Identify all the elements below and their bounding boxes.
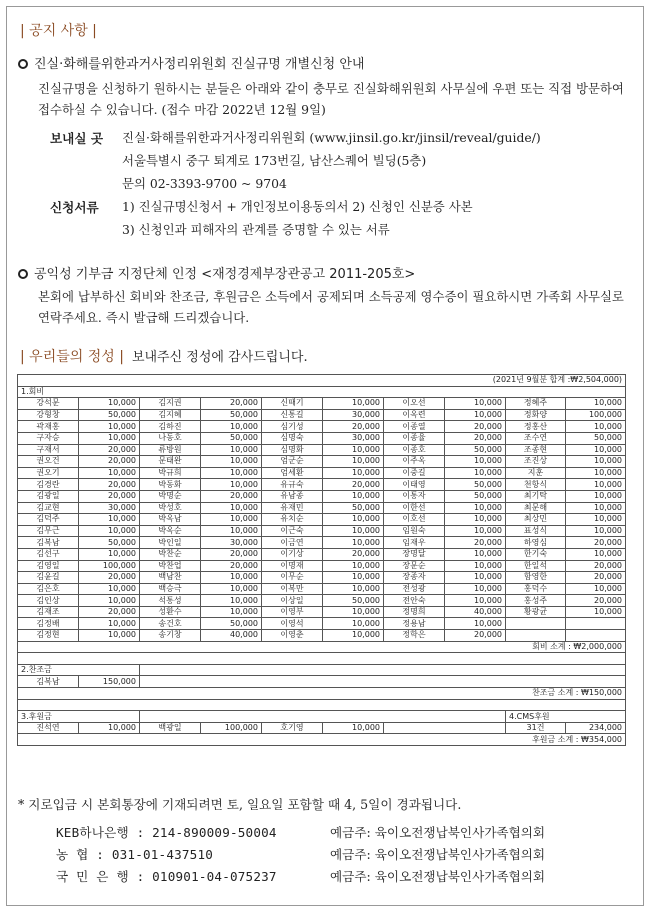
donor-name: 이영석: [262, 618, 323, 630]
donation-amount: 50,000: [445, 479, 506, 491]
donation-amount: 10,000: [323, 583, 384, 595]
donor-name: 정혜주: [506, 398, 566, 410]
donation-amount: 50,000: [201, 409, 262, 421]
section-label-row: [18, 386, 626, 398]
donor-name: 백승극: [140, 583, 201, 595]
donor-name: 엄세환: [262, 467, 323, 479]
sumrow: [18, 688, 626, 700]
empty-cell: [140, 711, 506, 723]
donation-amount: 20,000: [201, 490, 262, 502]
donation-amount: 10,000: [566, 583, 626, 595]
donor-name: 유남종: [262, 490, 323, 502]
donation-amount: 10,000: [566, 490, 626, 502]
donation-amount: 10,000: [566, 421, 626, 433]
donation-amount: 10,000: [201, 595, 262, 607]
donation-amount: 10,000: [566, 548, 626, 560]
donation-amount: 150,000: [79, 676, 140, 688]
donation-amount: 10,000: [323, 572, 384, 584]
donor-name: 백남찬: [140, 572, 201, 584]
donor-name: 강석문: [18, 398, 79, 410]
table-row: [18, 456, 626, 468]
table-row: [18, 467, 626, 479]
spacer-cell: [18, 699, 626, 711]
donation-amount: 20,000: [445, 421, 506, 433]
donation-amount: 10,000: [445, 502, 506, 514]
membership-subtotal: 회비 소계 : ₩2,000,000: [18, 641, 626, 653]
donation-amount: 10,000: [323, 630, 384, 642]
table-row: [18, 502, 626, 514]
donation-amount: 10,000: [323, 537, 384, 549]
cms-amount: 234,000: [566, 722, 626, 734]
donation-amount: 10,000: [201, 606, 262, 618]
donor-name: 조진상: [506, 456, 566, 468]
sponsorship-label: 2.찬조금: [18, 664, 140, 676]
donor-name: 권오건: [18, 456, 79, 468]
donor-name: 전성광: [384, 583, 445, 595]
donor-name: 홍덕수: [506, 583, 566, 595]
table-row: [18, 560, 626, 572]
donor-name: 박인일: [140, 537, 201, 549]
donations-subtitle: 보내주신 정성에 감사드립니다.: [131, 350, 308, 365]
donor-name: 이종호: [384, 444, 445, 456]
donation-amount: 100,000: [79, 560, 140, 572]
donation-amount: 10,000: [566, 606, 626, 618]
table-row: [18, 444, 626, 456]
donor-name: 이금연: [262, 537, 323, 549]
donor-name: 김영일: [18, 560, 79, 572]
donor-name: 김교현: [18, 502, 79, 514]
donor-name: 이근숙: [262, 525, 323, 537]
donor-name: 천항식: [506, 479, 566, 491]
donation-amount: 50,000: [201, 432, 262, 444]
donor-name: 이오선: [384, 398, 445, 410]
donation-amount: 10,000: [201, 572, 262, 584]
donor-name: 정홍산: [506, 421, 566, 433]
donation-amount: 10,000: [323, 560, 384, 572]
account-holder-1: 예금주: 육이오전쟁납북인사가족협의회: [330, 825, 546, 840]
donor-name: 나동호: [140, 432, 201, 444]
donor-name: 최기탁: [506, 490, 566, 502]
table-row: [18, 490, 626, 502]
donor-name: 심명숙: [262, 432, 323, 444]
donor-name: 김은호: [18, 583, 79, 595]
donor-name: 이영춘: [262, 630, 323, 642]
donor-name: 이통자: [384, 490, 445, 502]
donation-amount: 20,000: [79, 606, 140, 618]
spacer-row: [18, 653, 626, 665]
donor-name: 신때기: [262, 398, 323, 410]
donor-name: 박찬업: [140, 560, 201, 572]
section-label-row: [18, 664, 626, 676]
table-row: [18, 606, 626, 618]
table-row: [18, 630, 626, 642]
donor-name: 이기상: [262, 548, 323, 560]
donor-name: 정명희: [384, 606, 445, 618]
donor-name: 이태영: [384, 479, 445, 491]
donation-amount: 10,000: [445, 572, 506, 584]
donations-title-line: [20, 346, 308, 366]
donation-amount: 10,000: [79, 421, 140, 433]
total-note: (2021년 9월분 합계 :₩2,504,000): [18, 375, 626, 387]
donor-name: 유규숙: [262, 479, 323, 491]
spacer-cell: [18, 653, 626, 665]
donation-amount: 20,000: [79, 572, 140, 584]
donation-amount: 10,000: [445, 409, 506, 421]
truth-heading-text: 진실·화해를위한과거사정리위원회 진실규명 개별신청 안내: [34, 57, 365, 72]
table-row: [18, 537, 626, 549]
donation-amount: 10,000: [79, 595, 140, 607]
donor-name: 장문순: [384, 560, 445, 572]
donation-amount: 10,000: [566, 514, 626, 526]
donor-name: 김지혜: [140, 409, 201, 421]
donation-amount: 30,000: [201, 537, 262, 549]
empty-cell: [384, 722, 506, 734]
donation-amount: [566, 630, 626, 642]
donor-name: 류방원: [140, 444, 201, 456]
donation-amount: 10,000: [79, 618, 140, 630]
donation-amount: 10,000: [79, 583, 140, 595]
donor-name: 김정현: [18, 630, 79, 642]
donation-table: [17, 374, 625, 746]
donation-amount: 10,000: [566, 525, 626, 537]
donor-name: 김무근: [18, 525, 79, 537]
donation-amount: 10,000: [201, 583, 262, 595]
support-label: 3.후원금: [18, 711, 140, 723]
donation-amount: 50,000: [79, 409, 140, 421]
support-subtotal: 후원금 소계 : ₩354,000: [18, 734, 626, 746]
donor-name: 유재민: [262, 502, 323, 514]
table-row: [18, 525, 626, 537]
donor-name: 성환수: [140, 606, 201, 618]
donation-amount: 20,000: [79, 444, 140, 456]
donation-amount: 20,000: [201, 560, 262, 572]
empty-cell: [140, 664, 626, 676]
donor-name: 이한선: [384, 502, 445, 514]
send-line-3: 문의 02-3393-9700 ~ 9704: [122, 176, 287, 191]
donation-amount: 10,000: [323, 525, 384, 537]
donor-name: 이영부: [262, 606, 323, 618]
donor-name: 김선구: [18, 548, 79, 560]
donor-name: 곽재홍: [18, 421, 79, 433]
donation-amount: 10,000: [79, 467, 140, 479]
donation-amount: 10,000: [445, 583, 506, 595]
table-row: [18, 514, 626, 526]
donation-amount: 20,000: [566, 537, 626, 549]
donor-name: 정화양: [506, 409, 566, 421]
donor-name: 이호선: [384, 514, 445, 526]
donor-name: 김인상: [18, 595, 79, 607]
donation-amount: [566, 618, 626, 630]
donation-amount: 20,000: [323, 479, 384, 491]
donation-amount: 50,000: [201, 618, 262, 630]
donor-name: 이명재: [262, 560, 323, 572]
donor-name: 장명달: [384, 548, 445, 560]
donation-amount: 20,000: [445, 537, 506, 549]
donor-name: 이종열: [384, 421, 445, 433]
donor-name: 이복만: [262, 583, 323, 595]
donation-amount: 10,000: [323, 618, 384, 630]
donor-name: 유치순: [262, 514, 323, 526]
donation-amount: 20,000: [201, 548, 262, 560]
notice-title: | 공지 사항 |: [20, 23, 97, 39]
donation-amount: 20,000: [79, 456, 140, 468]
donation-amount: 20,000: [566, 560, 626, 572]
donor-name: 진석연: [18, 722, 79, 734]
donation-amount: 10,000: [445, 456, 506, 468]
donation-amount: 20,000: [323, 421, 384, 433]
donation-amount: 10,000: [323, 456, 384, 468]
donor-name: 박찬순: [140, 548, 201, 560]
table-row: [18, 398, 626, 410]
donor-name: 송건호: [140, 618, 201, 630]
donor-name: 이무순: [262, 572, 323, 584]
donation-amount: 10,000: [79, 398, 140, 410]
circle-bullet-icon: [18, 269, 28, 279]
cms-label: 4.CMS후원: [506, 711, 626, 723]
donor-name: 권오기: [18, 467, 79, 479]
donor-name: 이옥련: [384, 409, 445, 421]
send-label: 보내실 곳: [50, 131, 104, 146]
donation-amount: 50,000: [79, 537, 140, 549]
donor-name: 임원숙: [384, 525, 445, 537]
bank-account-1: KEB하나은행 : 214-890009-50004: [56, 825, 277, 840]
donor-name: 김복남: [18, 676, 79, 688]
bullet-heading-tax: [18, 263, 415, 282]
bank-account-2: 농 협 : 031-01-437510: [56, 847, 214, 862]
donor-name: 문태완: [140, 456, 201, 468]
send-line-1: 진실·화해를위한과거사정리위원회 (www.jinsil.go.kr/jinsil/reveal/guide/): [122, 130, 541, 145]
donor-name: 정학은: [384, 630, 445, 642]
truth-body: 진실규명을 신청하기 원하시는 분들은 아래와 같이 충무로 진실화해위원회 사무실에 우편 또는 직접 방문하여 접수하실 수 있습니다. (접수 마감 2022년 12월 9일): [38, 81, 624, 117]
donor-name: 심기성: [262, 421, 323, 433]
donation-amount: 10,000: [323, 490, 384, 502]
donor-name: 호기영: [262, 722, 323, 734]
donation-amount: 40,000: [201, 630, 262, 642]
empty-cell: [140, 676, 626, 688]
donation-amount: 10,000: [323, 606, 384, 618]
donation-amount: 30,000: [79, 502, 140, 514]
table-row: [18, 572, 626, 584]
donor-name: 박명순: [140, 490, 201, 502]
table-row: [18, 548, 626, 560]
donor-name: 김정배: [18, 618, 79, 630]
donation-amount: 20,000: [323, 548, 384, 560]
donation-amount: 20,000: [445, 630, 506, 642]
donation-amount: 10,000: [566, 456, 626, 468]
donation-amount: 10,000: [566, 479, 626, 491]
donor-name: 조수연: [506, 432, 566, 444]
donation-amount: 50,000: [323, 595, 384, 607]
donation-amount: 20,000: [566, 595, 626, 607]
donation-amount: 10,000: [79, 548, 140, 560]
donation-amount: 100,000: [201, 722, 262, 734]
donation-amount: 50,000: [566, 432, 626, 444]
donation-amount: 10,000: [323, 398, 384, 410]
donor-name: 이주옥: [384, 456, 445, 468]
donation-amount: 10,000: [445, 548, 506, 560]
donation-amount: 10,000: [323, 444, 384, 456]
donor-name: 장종자: [384, 572, 445, 584]
donor-name: 이상일: [262, 595, 323, 607]
docs-label: 신청서류: [50, 200, 99, 215]
table-row: [18, 432, 626, 444]
donation-amount: 20,000: [445, 432, 506, 444]
donation-amount: 50,000: [445, 490, 506, 502]
donor-name: 구재서: [18, 444, 79, 456]
donations-title: | 우리들의 정성 |: [20, 349, 124, 365]
donation-amount: 10,000: [566, 502, 626, 514]
donor-name: 정용남: [384, 618, 445, 630]
donor-name: 김덕주: [18, 514, 79, 526]
donation-amount: 20,000: [566, 572, 626, 584]
donor-name: 박규희: [140, 467, 201, 479]
spacer-row: [18, 699, 626, 711]
donor-name: [506, 630, 566, 642]
donor-name: 홍성주: [506, 595, 566, 607]
donor-name: 신통길: [262, 409, 323, 421]
donor-name: 김하진: [140, 421, 201, 433]
table-row: [18, 595, 626, 607]
account-holder-2: 예금주: 육이오전쟁납북인사가족협의회: [330, 847, 546, 862]
donor-name: 김복남: [18, 537, 79, 549]
donor-name: 이종율: [384, 432, 445, 444]
donor-name: 김경란: [18, 479, 79, 491]
donation-amount: 30,000: [323, 432, 384, 444]
donation-amount: 10,000: [201, 444, 262, 456]
donation-amount: 100,000: [566, 409, 626, 421]
donor-name: 구자승: [18, 432, 79, 444]
donor-name: 박동화: [140, 479, 201, 491]
donation-amount: 10,000: [445, 595, 506, 607]
donation-amount: 10,000: [445, 618, 506, 630]
donation-amount: 10,000: [566, 467, 626, 479]
donor-name: 박옥남: [140, 514, 201, 526]
donor-name: 김재조: [18, 606, 79, 618]
donation-amount: 50,000: [323, 502, 384, 514]
donation-amount: 10,000: [201, 525, 262, 537]
donor-name: 심명화: [262, 444, 323, 456]
donor-name: 함영한: [506, 572, 566, 584]
tax-heading-text: 공익성 기부금 지정단체 인정 <재정경제부장관공고 2011-205호>: [34, 267, 416, 282]
donor-name: 석통성: [140, 595, 201, 607]
section-label-row: [18, 711, 626, 723]
donor-name: 엄군순: [262, 456, 323, 468]
donation-amount: 10,000: [566, 444, 626, 456]
donor-name: 조종현: [506, 444, 566, 456]
donation-amount: 10,000: [445, 514, 506, 526]
donor-name: 표성식: [506, 525, 566, 537]
membership-label: 1.회비: [18, 386, 626, 398]
donor-name: 백광일: [140, 722, 201, 734]
donation-amount: 10,000: [323, 514, 384, 526]
donation-amount: 10,000: [201, 421, 262, 433]
donation-amount: 20,000: [79, 479, 140, 491]
table-row: [18, 421, 626, 433]
donor-name: 하영심: [506, 537, 566, 549]
donation-amount: 10,000: [201, 456, 262, 468]
donor-name: 한기숙: [506, 548, 566, 560]
table-row: [18, 479, 626, 491]
send-line-2: 서울특별시 중구 퇴계로 173번길, 남산스퀘어 빌딩(5층): [122, 153, 427, 168]
cms-count: 31건: [506, 722, 566, 734]
donor-name: 송기창: [140, 630, 201, 642]
donation-amount: 10,000: [445, 398, 506, 410]
bank-account-3: 국 민 은 행 : 010901-04-075237: [56, 869, 277, 884]
donation-amount: 10,000: [566, 398, 626, 410]
total-row: [18, 375, 626, 387]
donation-amount: 10,000: [79, 630, 140, 642]
donor-name: 김광일: [18, 490, 79, 502]
donation-amount: 20,000: [201, 398, 262, 410]
donor-name: 지훈: [506, 467, 566, 479]
donor-name: 김윤길: [18, 572, 79, 584]
sumrow: [18, 734, 626, 746]
table-row: [18, 409, 626, 421]
sponsorship-subtotal: 찬조금 소계 : ₩150,000: [18, 688, 626, 700]
donation-amount: 10,000: [445, 467, 506, 479]
donation-amount: 50,000: [445, 444, 506, 456]
donor-name: 황광균: [506, 606, 566, 618]
docs-line-2: 3) 신청인과 피해자의 관계를 증명할 수 있는 서류: [122, 222, 390, 237]
donation-amount: 10,000: [323, 722, 384, 734]
donor-name: 이중길: [384, 467, 445, 479]
table-row: [18, 583, 626, 595]
circle-bullet-icon: [18, 59, 28, 69]
tax-body: 본회에 납부하신 회비와 찬조금, 후원금은 소득에서 공제되며 소득공제 영수증이 필요하시면 가족회 사무실로 연락주세요. 즉시 발급해 드리겠습니다.: [38, 289, 624, 325]
donor-name: 김지권: [140, 398, 201, 410]
donation-amount: 10,000: [79, 525, 140, 537]
donation-amount: 10,000: [201, 467, 262, 479]
docs-line-1: 1) 진실규명신청서 + 개인정보이용동의서 2) 신청인 신분증 사본: [122, 199, 473, 214]
donor-name: 최상민: [506, 514, 566, 526]
donation-amount: 10,000: [79, 432, 140, 444]
donor-name: [506, 618, 566, 630]
donor-name: 강형창: [18, 409, 79, 421]
table-row: [18, 676, 626, 688]
donor-name: 박성호: [140, 502, 201, 514]
giro-note: * 지로입금 시 본회통장에 기재되려면 토, 일요일 포함할 때 4, 5일이 경과됩니다.: [18, 797, 462, 812]
donation-amount: 10,000: [201, 514, 262, 526]
donor-name: 최문해: [506, 502, 566, 514]
table-row: [18, 618, 626, 630]
donor-name: 전안숙: [384, 595, 445, 607]
account-holder-3: 예금주: 육이오전쟁납북인사가족협의회: [330, 869, 546, 884]
donor-name: 한일석: [506, 560, 566, 572]
donation-amount: 20,000: [79, 490, 140, 502]
donation-amount: 10,000: [79, 722, 140, 734]
donation-amount: 30,000: [323, 409, 384, 421]
donation-amount: 40,000: [445, 606, 506, 618]
table-row: [18, 722, 626, 734]
donation-amount: 10,000: [201, 479, 262, 491]
donation-amount: 10,000: [445, 560, 506, 572]
donation-amount: 10,000: [201, 502, 262, 514]
donor-name: 임재우: [384, 537, 445, 549]
donation-amount: 10,000: [445, 525, 506, 537]
donation-amount: 10,000: [323, 467, 384, 479]
donation-amount: 10,000: [79, 514, 140, 526]
sumrow: [18, 641, 626, 653]
bullet-heading-truth: [18, 53, 364, 72]
donor-name: 박옥순: [140, 525, 201, 537]
